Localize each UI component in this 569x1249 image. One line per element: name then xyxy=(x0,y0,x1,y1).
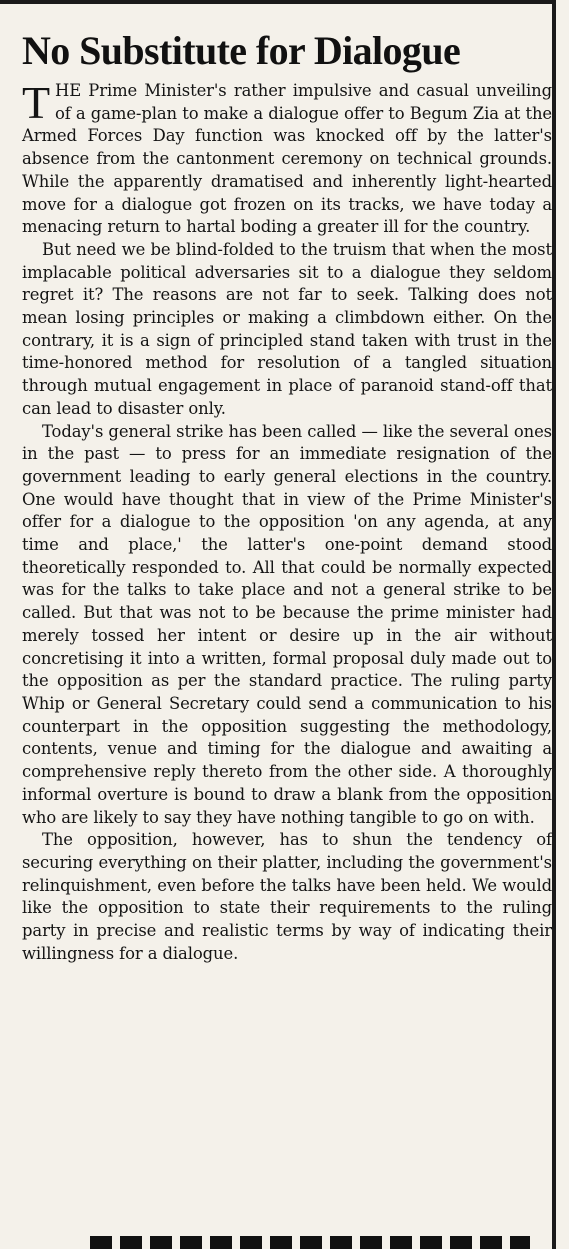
article-body xyxy=(22,77,552,965)
drop-cap: T xyxy=(22,77,50,128)
cropped-headline-glyph-tops xyxy=(90,1236,530,1249)
article-headline: No Substitute for Dialogue xyxy=(22,28,461,73)
article-paragraph-1 xyxy=(22,77,552,239)
article-paragraph-3: Today's general strike has been called — like the several ones in the past — to press for an immediate resignation of the government leading to early general elections in the country. One would have thought that in view of the Prime Minister's offer for a dialogue to the opposition 'on any agenda, at any time and place,' the latter's one-point demand stood theoretically responded to. All that could be normally expected was for the talks to take place and not a general strike to be called. But that was not to be because the prime minister had merely tossed her intent or desire up in the air without concretising it into a written, formal proposal duly made out to the opposition as per the standard practice. The ruling party Whip or General Secretary could send a communication to his counterpart in the opposition suggesting the methodology, contents, venue and timing for the dialogue and awaiting a comprehensive reply thereto from the other side. A thoroughly informal overture is bound to draw a blank from the opposition who are likely to say they have nothing tangible to go on with. xyxy=(22,421,552,827)
right-column-rule xyxy=(552,0,556,1249)
article-paragraph-2: But need we be blind-folded to the truism that when the most implacable political adversaries sit to a dialogue they seldom regret it? The reasons are not far to seek. Talking does not mean losing principles or making a climbdown either. On the contrary, it is a sign of principled stand taken with trust in the time-honored method for resolution of a tangled situation through mutual engagement in place of paranoid stand-off that can lead to disaster only. xyxy=(22,239,552,418)
top-column-rule xyxy=(0,0,552,4)
paragraph-1-text: HE Prime Minister's rather impulsive and casual unveiling of a game-plan to make a dialogue offer to Begum Zia at the Armed Forces Day function was knocked off by the latter's absence from the cantonment ceremony on technical grounds. While the apparently dramatised and inherently light-hearted move for a dialogue got frozen on its tracks, we have today a menacing return to hartal boding a greater ill for the country. xyxy=(22,81,552,237)
cropped-next-headline xyxy=(90,1236,530,1249)
article-paragraph-4: The opposition, however, has to shun the tendency of securing everything on their platter, including the government's relinquishment, even before the talks have been held. We would like the opposition to state their requirements to the ruling party in precise and realistic terms by way of indicating their willingness for a dialogue. xyxy=(22,830,552,963)
